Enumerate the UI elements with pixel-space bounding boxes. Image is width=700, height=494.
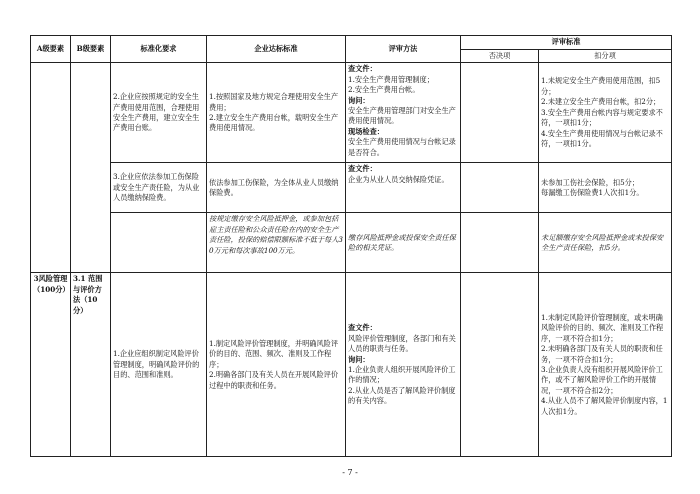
method-line: 2.从业人员是否了解风险评价制度的有关内容。 bbox=[348, 385, 456, 406]
deduction-line: 未足额缴存安全风险抵押金或未投保安全生产责任保险，扣5分。 bbox=[541, 232, 664, 252]
deduction-line: 3.安全生产费用台帐内容与规定要求不符，一项扣1分； bbox=[541, 107, 663, 128]
method-line: 1.企业负责人组织开展风险评价工作的情况； bbox=[348, 364, 456, 385]
deduction-line: 4.安全生产费用使用情况与台帐记录不符，一项扣1分。 bbox=[541, 128, 663, 148]
veto-cell bbox=[461, 163, 539, 213]
deduction-line: 2.未明确各部门及有关人员的职责和任务，一项不符合扣1分； bbox=[541, 344, 663, 364]
b-level-cell: 3.1 范围与评价方法（10分） bbox=[71, 273, 111, 457]
deduction-line: 每漏缴工伤保险费1人次扣1分。 bbox=[541, 187, 644, 197]
method-label: 询问： bbox=[348, 354, 370, 364]
header-enterprise-standard: 企业达标标准 bbox=[207, 36, 346, 63]
method-label: 查文件： bbox=[348, 323, 377, 333]
enterprise-standard-line: 按规定缴存安全风险抵押金，或参加包括雇主责任险和公众责任险在内的安全生产责任险，投保的赔偿限额标准不低于每人30万元和每次事故100万元。 bbox=[209, 214, 343, 255]
deduction-line: 4.从业人员不了解风险评价制度内容，1人次扣1分。 bbox=[541, 396, 668, 416]
method-label: 查文件： bbox=[348, 164, 377, 174]
veto-cell bbox=[461, 213, 539, 273]
a-level-cell bbox=[31, 63, 71, 273]
veto-cell bbox=[461, 63, 539, 163]
header-a-level: A级要素 bbox=[31, 36, 71, 63]
page-number: - 7 - bbox=[342, 468, 358, 477]
enterprise-standard-cell bbox=[207, 163, 346, 213]
method-line: 安全生产费用使用情况与台帐记录是否符合。 bbox=[348, 137, 456, 157]
header-standard-requirement: 标准化要求 bbox=[111, 36, 207, 63]
enterprise-standard-cell bbox=[207, 213, 346, 273]
method-label: 询问： bbox=[348, 95, 370, 105]
table-row bbox=[31, 213, 672, 273]
method-line: 2.安全生产费用台帐。 bbox=[348, 85, 420, 95]
method-line: 企业为从业人员交纳保险凭证。 bbox=[348, 174, 449, 184]
header-review-standard: 评审标准 bbox=[461, 36, 672, 50]
enterprise-standard-cell bbox=[207, 63, 346, 163]
b-level-cell bbox=[71, 63, 111, 273]
method-line: 缴存风险抵押金或投保安全责任保险的相关凭证。 bbox=[348, 232, 456, 252]
header-b-level: B级要素 bbox=[71, 36, 111, 63]
method-line: 1.安全生产费用管理制度； bbox=[348, 74, 434, 84]
standard-cell: 1.企业应组织制定风险评价管理制度，明确风险评价的目的、范围和准则。 bbox=[111, 273, 207, 457]
enterprise-standard-line: 2.建立安全生产费用台帐，载明安全生产费用使用情况。 bbox=[209, 112, 339, 133]
header-row bbox=[31, 36, 672, 50]
a-level-cell: 3风险管理（100分） bbox=[31, 273, 71, 457]
deduction-line: 2.未建立安全生产费用台帐，扣2分； bbox=[541, 97, 661, 107]
deduction-cell bbox=[539, 63, 672, 163]
enterprise-standard-line: 2.明确各部门及有关人员在开展风险评价过程中的职责和任务。 bbox=[209, 370, 339, 390]
deduction-cell bbox=[539, 213, 672, 273]
review-method-cell bbox=[346, 273, 461, 457]
standard-cell: 2.企业应按照规定的安全生产费用使用范围，合理使用安全生产费用，建立安全生产费用台账。 bbox=[111, 63, 207, 163]
table-row bbox=[31, 63, 672, 163]
enterprise-standard-line: 依法参加工伤保险，为全体从业人员缴纳保险费。 bbox=[209, 177, 339, 197]
deduction-line: 1.未规定安全生产费用使用范围，扣5分； bbox=[541, 76, 661, 96]
enterprise-standard-cell bbox=[207, 273, 346, 457]
header-veto-item: 否决项 bbox=[461, 50, 539, 63]
deduction-line: 3.企业负责人没有组织开展风险评价工作，或不了解风险评价工作的开展情况，一项不符合扣2分； bbox=[541, 364, 663, 395]
table-row bbox=[31, 273, 672, 457]
enterprise-standard-line: 1.制定风险评价管理制度，并明确风险评价的目的、范围、频次、准则及工作程序； bbox=[209, 338, 339, 369]
deduction-cell bbox=[539, 273, 672, 457]
review-method-cell bbox=[346, 163, 461, 213]
deduction-line: 未参加工伤社会保险，扣5分； bbox=[541, 177, 640, 187]
deduction-cell bbox=[539, 163, 672, 213]
deduction-line: 1.未制定风险评价管理制度，或未明确风险评价的目的、频次、准则及工作程序，一项不符合扣1分； bbox=[541, 312, 664, 343]
veto-cell bbox=[461, 273, 539, 457]
review-method-cell bbox=[346, 63, 461, 163]
header-deduction-item: 扣分项 bbox=[539, 50, 672, 63]
standard-cell: 3.企业应依法参加工伤保险或安全生产责任险，为从业人员缴纳保险费。 bbox=[111, 163, 207, 213]
method-label: 现场检查： bbox=[348, 126, 384, 136]
header-review-method: 评审方法 bbox=[346, 36, 461, 63]
standard-cell bbox=[111, 213, 207, 273]
method-label: 查文件： bbox=[348, 64, 377, 74]
method-line: 风险评价管理制度，各部门和有关人员的职责与任务。 bbox=[348, 333, 456, 354]
enterprise-standard-line: 1.按照国家及地方规定合理使用安全生产费用； bbox=[209, 92, 339, 112]
standards-table bbox=[30, 35, 672, 457]
review-method-cell bbox=[346, 213, 461, 273]
method-line: 安全生产费用管理部门对安全生产费用使用情况。 bbox=[348, 106, 456, 126]
table-row bbox=[31, 163, 672, 213]
